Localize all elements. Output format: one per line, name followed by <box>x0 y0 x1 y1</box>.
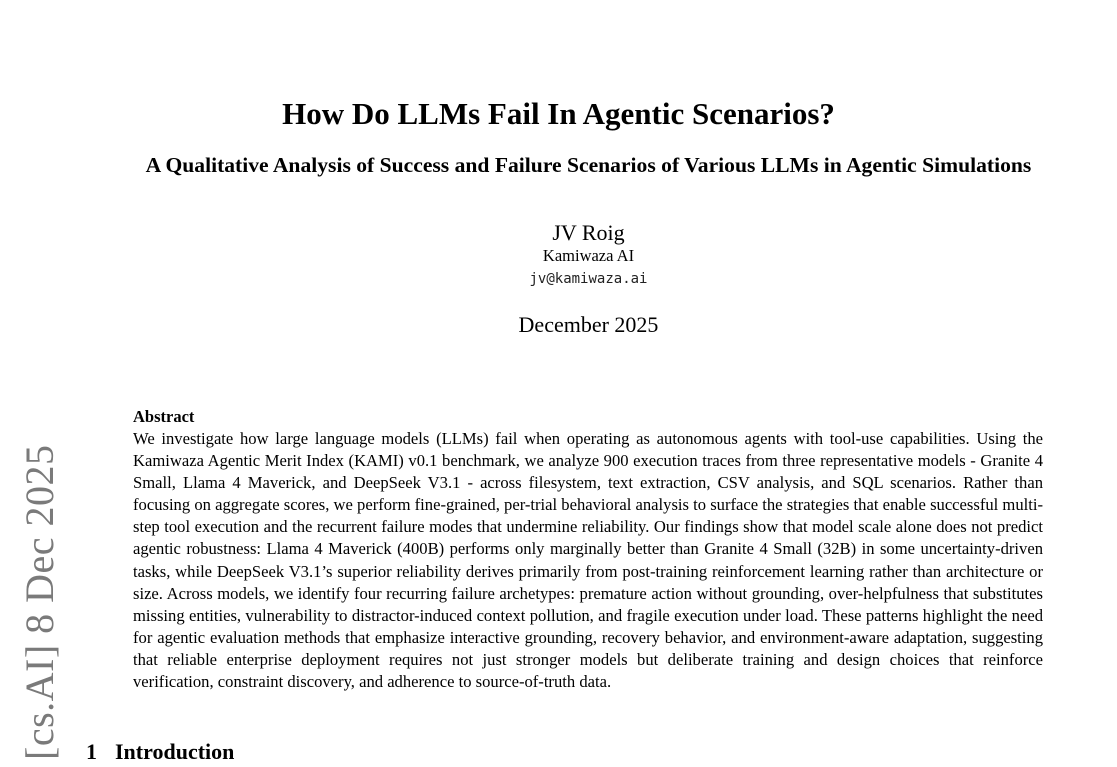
abstract-body: We investigate how large language models (LLMs) fail when operating as autonomous agents with tool-use capabilities. Using the Kamiwaza Agentic Merit Index (KAMI) v0.1 benchmark, we analyze 900 execution traces from three representative models - Granite 4 Small, Llama 4 Maverick, and DeepSeek V3.1 - across filesystem, text extraction, CSV analysis, and SQL scenarios. Rather than focusing on aggregate scores, we perform fine-grained, per-trial behavioral analysis to surface the strategies that enable successful multi-step tool execution and the recurrent failure modes that undermine reliability. Our findings show that model scale alone does not predict agentic robustness: Llama 4 Maverick (400B) performs only marginally better than Granite 4 Small (32B) in some uncertainty-driven tasks, while DeepSeek V3.1’s superior reliability derives primarily from post-training reinforcement learning rather than architecture or size. Across models, we identify four recurring failure archetypes: premature action without grounding, over-helpfulness that substitutes missing entities, vulnerability to distractor-induced context pollution, and fragile execution under load. These patterns highlight the need for agentic evaluation methods that emphasize interactive grounding, recovery behavior, and environment-aware adaptation, suggesting that reliable enterprise deployment requires not just stronger models but deliberate training and design choices that reinforce verification, constraint discovery, and adherence to source-of-truth data. <box>133 429 1043 692</box>
arxiv-stamp-text: [cs.AI] 8 Dec 2025 <box>17 444 62 760</box>
paper-subtitle: A Qualitative Analysis of Success and Failure Scenarios of Various LLMs in Agentic Simulations <box>145 153 1032 177</box>
arxiv-side-stamp <box>16 428 66 760</box>
author-name: JV Roig <box>552 220 625 245</box>
section-heading-introduction <box>86 737 234 767</box>
abstract-heading: Abstract <box>133 407 195 426</box>
section-title: Introduction <box>115 739 235 764</box>
section-number: 1 <box>86 739 97 764</box>
paper-title: How Do LLMs Fail In Agentic Scenarios? <box>282 96 835 131</box>
author-affiliation: Kamiwaza AI <box>542 246 635 265</box>
author-email: jv@kamiwaza.ai <box>529 271 648 287</box>
paper-date: December 2025 <box>518 312 659 337</box>
